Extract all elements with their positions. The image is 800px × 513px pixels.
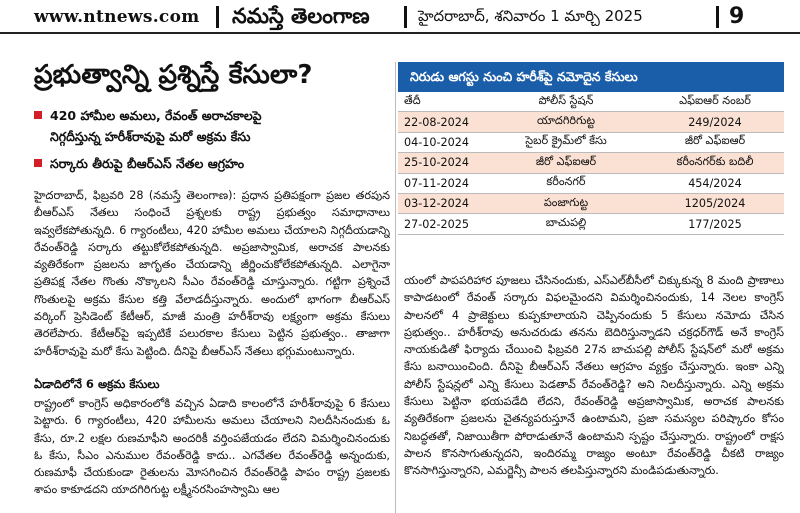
cell-date: 22-08-2024 — [404, 115, 470, 129]
dateline: హైదరాబాద్, శనివారం 1 మార్చి 2025 — [418, 7, 643, 25]
cell-station: పంజాగుట్ట — [543, 195, 589, 209]
cell-fir: జీరో ఎఫ్ఐఆర్ — [684, 134, 746, 148]
site-url: www.ntnews.com — [34, 7, 200, 27]
bullet-1-line-1: 420 హామీల అమలు, రేవంత్ అరాచకాలపై — [50, 108, 262, 123]
paragraph-1: హైదరాబాద్, ఫిబ్రవరి 28 (నమస్తే తెలంగాణ): ప్రధాన ప్రతిపక్షంగా ప్రజల తరపున బీఆర్‌ఎస్ నేతలు సంధించే ప్రశ్నలకు రాష్ట్ర ప్రభుత్వం సమాధానాలు ఇవ్వలేకపోతున్నది. 6 గ్యారంటీలు, 420 హామీల అమలు చేయాలని నిగ్గదీయడాన్ని రేవంత్‌రెడ్డి సర్కారు తట్టుకోలేకపోతున్నది. అప్రజాస్వామిక, అరాచక పాలనకు వ్యతిరేకంగా ప్రజలను జాగృతం చేయడాన్ని జీర్ణించుకోలేకపోతున్నది. ఎలాగైనా ప్రతిపక్ష నేతల గొంతు నొక్కాలని సీఎం రేవంత్‌రెడ్డి చూస్తున్నారు. గట్టిగా ప్రశ్నించే గొంతులపై అక్రమ కేసుల కత్తి వేలాడదీస్తున్నారు. అందులో భాగంగా బీఆర్‌ఎస్ వర్కింగ్ ప్రెసిడెంట్ కేటీఆర్, మాజీ మంత్రి హరీశ్‌రావు లక్ష్యంగా అక్రమ కేసులు తెరలేపారు. కేటీఆర్‌పై ఇప్పటికే పలురకాల కేసులు పెట్టిన ప్రభుత్వం.. తాజాగా హరీశ్‌రావుపై మరో కేసు పెట్టింది. దీనిపై బీఆర్‌ఎస్ నేతలు భగ్గుమంటున్నారు. — [34, 189, 390, 358]
bullet-2 — [34, 154, 244, 173]
bullet-square-icon — [34, 111, 42, 119]
cell-station: సైబర్ క్రైమ్‌లో కేసు — [525, 134, 607, 148]
masthead — [0, 0, 800, 34]
table-row — [398, 174, 784, 194]
table-row — [398, 133, 784, 153]
column-rule — [395, 62, 396, 513]
cell-station: జీరో ఎఫ్ఐఆర్ — [535, 154, 597, 168]
cell-date: 25-10-2024 — [404, 156, 470, 170]
header-station: పోలీస్ స్టేషన్ — [538, 93, 594, 107]
subhead: ఏడాదిలోనే 6 అక్రమ కేసులు — [34, 377, 160, 391]
table-row — [398, 214, 784, 234]
cell-date: 07-11-2024 — [404, 176, 470, 190]
paragraph-2: రాష్ట్రంలో కాంగ్రెస్ అధికారంలోకి వచ్చిన ఏడాది కాలంలోనే హరీశ్‌రావుపై 6 కేసులు పెట్టారు. 6 గ్యారంటీలు, 420 హామీలను అమలు చేయాలని నిలదీసినందుకు ఓ కేసు, రూ.2 లక్షల రుణమాఫీని అందరికీ వర్తింపజేయడం లేదని విమర్శించినందుకు ఓ కేసు, సీఎం ఎనుముల రేవంత్‌రెడ్డి కాదు.. ఎగవేతల రేవంత్‌రెడ్డి అన్నందుకు, రుణమాఫీ చేయకుండా రైతులను మోసగించిన రేవంత్‌రెడ్డి పాపం రాష్ట్ర ప్రజలకు శాపం కాకూడదని యాదగిరిగుట్ట లక్ష్మీనరసింహస్వామి ఆల — [34, 397, 390, 497]
page-number: 9 — [729, 4, 745, 29]
divider — [716, 6, 719, 28]
bullet-2-text: సర్కారు తీరుపై బీఆర్‌ఎస్ నేతల ఆగ్రహం — [50, 156, 245, 171]
cell-fir: కరీంనగర్‌కు బదిలీ — [676, 154, 754, 168]
divider — [404, 6, 407, 28]
cell-fir: 1205/2024 — [684, 197, 746, 211]
cell-fir: 177/2025 — [688, 217, 742, 231]
header-date: తేదీ — [404, 93, 421, 107]
paragraph-3: యంలో పాపపరిహార పూజలు చేసినందుకు, ఎస్‌ఎల్‌బీసీలో చిక్కుకున్న 8 మంది ప్రాణాలు కాపాడటంలో రేవంత్ సర్కారు విఫలమైందని విమర్శించినందుకు, 14 నెలల కాంగ్రెస్ పాలనలో 4 ప్రాజెక్టులు కుప్పకూలాయని చెప్పినందుకు 5 కేసులు నమోదు చేసిన ప్రభుత్వం.. హరీశ్‌రావు అనుచరుడు తనను బెదిరిస్తున్నాడని చక్రధర్‌గౌడ్ అనే కాంగ్రెస్ నాయకుడితో ఫిర్యాదు చేయించి ఫిబ్రవరి 27న బాచుపల్లి పోలీస్ స్టేషన్‌లో మరో అక్రమ కేసు బనాయించింది. దీనిపై బీఆర్‌ఎస్ నేతలు ఆగ్రహం వ్యక్తం చేస్తున్నారు. ఇంకా ఎన్ని పోలీస్ స్టేషన్లలో ఎన్ని కేసులు పెడతావ్ రేవంత్‌రెడ్డి? అని నిలదీస్తున్నారు. ఎన్ని అక్రమ కేసులు పెట్టినా భయపడేది లేదని, రేవంత్‌రెడ్డి అప్రజాస్వామిక, అరాచక పాలనకు వ్యతిరేకంగా ప్రజలను చైతన్యపరుస్తూనే ఉంటామని, ప్రజా సమస్యల పరిష్కారం కోసం నిబద్ధతతో, నిజాయితీగా పోరాడుతూనే ఉంటామని స్పష్టం చేస్తున్నారు. రాష్ట్రంలో రాక్షస పాలన కొనసాగుతున్నదని, ఇందిరమ్మ రాజ్యం అంటూ రేవంత్‌రెడ్డి చీకటి రాజ్యం కొనసాగిస్తున్నారని, ఎమర్జెన్సీ పాలన తలపిస్తున్నారని మండిపడుతున్నారు. — [404, 274, 784, 478]
header-fir: ఎఫ్‌ఐఆర్ నంబర్ — [679, 93, 751, 107]
paper-name: నమస్తే తెలంగాణ — [232, 4, 370, 28]
cell-date: 04-10-2024 — [404, 135, 470, 149]
bullet-1-line-2: నిగ్గదీస్తున్న హరీశ్‌రావుపై మరో అక్రమ కేసు — [50, 129, 251, 144]
cell-fir: 249/2024 — [688, 115, 742, 129]
headline: ప్రభుత్వాన్ని ప్రశ్నిస్తే కేసులా? — [34, 60, 313, 90]
cell-fir: 454/2024 — [688, 176, 742, 190]
table-header-row — [398, 92, 784, 112]
cell-date: 03-12-2024 — [404, 197, 470, 211]
cases-table — [398, 62, 784, 235]
cell-station: యాదగిరిగుట్ట — [536, 114, 596, 128]
table-row — [398, 153, 784, 173]
cell-station: బాచుపల్లి — [545, 216, 587, 230]
divider — [216, 6, 219, 28]
table-row — [398, 194, 784, 214]
table-title: నిరుడు ఆగస్టు నుంచి హరీశ్‌పై నమోదైన కేసులు — [398, 62, 784, 92]
bullet-square-icon — [34, 159, 42, 167]
cell-station: కరీంనగర్ — [546, 175, 586, 189]
bullet-1 — [34, 106, 262, 125]
table-row — [398, 112, 784, 132]
cell-date: 27-02-2025 — [404, 217, 470, 231]
